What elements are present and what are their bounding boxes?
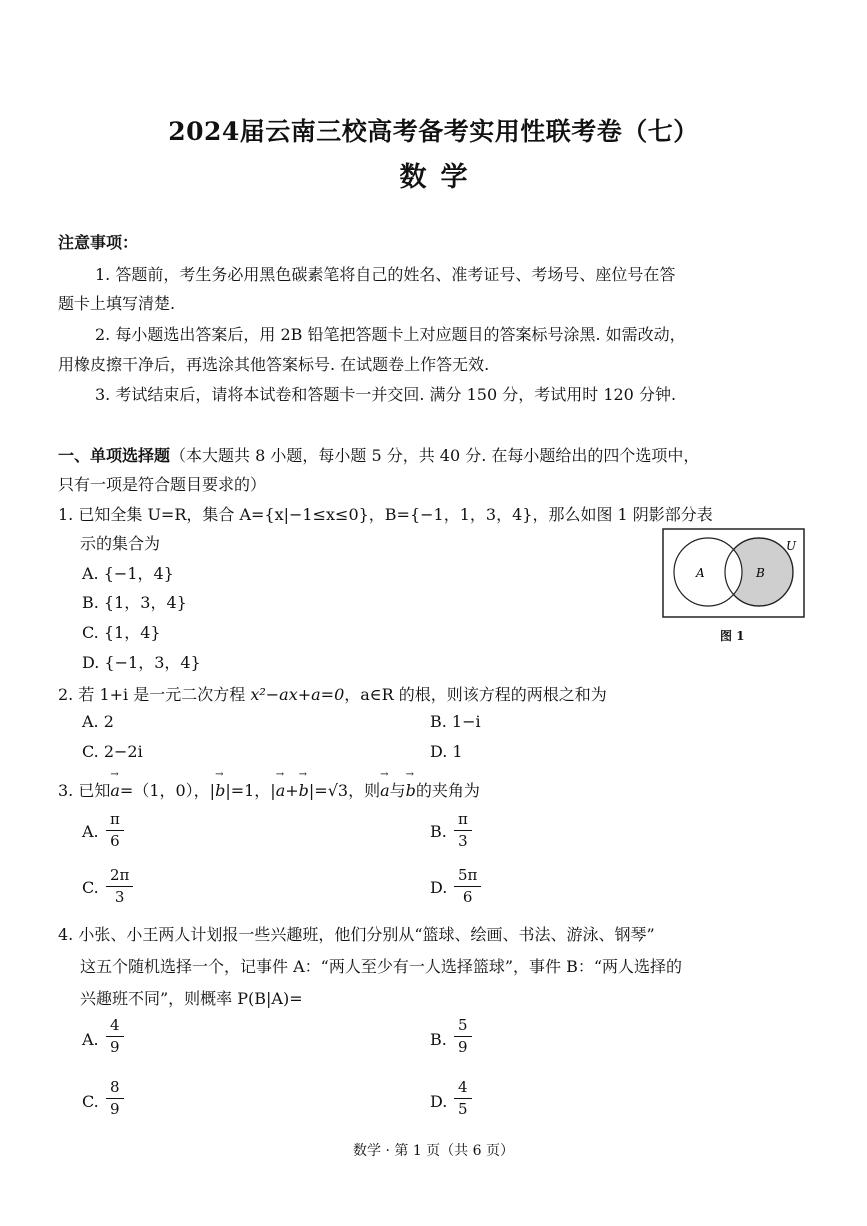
venn-label-u: U [786,539,797,553]
q1-option-d: D. {−1，3，4} [82,653,201,672]
vector-a: → a [110,781,120,800]
venn-label-a: A [696,566,705,580]
vector-a: → a [380,781,390,800]
q3-option-c-fraction [106,867,133,906]
q4-option-c-numerator: 8 [106,1079,124,1099]
q4-option-b-fraction [454,1017,472,1056]
vector-b: → b [299,781,309,800]
notice-item-3: 3. 考试结束后，请将本试卷和答题卡一并交回. 满分 150 分，考试用时 120 分钟. [95,385,677,404]
vector-b: → b [215,781,225,800]
set-a-circle [674,538,742,606]
subject-title: 数学 [399,162,482,193]
q3-stem-part-4: + [285,781,299,800]
section-1-desc-line-2: 只有一项是符合题目要求的） [58,475,267,494]
q1-stem-line-1: 1. 已知全集 U=R，集合 A={x|−1≤x≤0}，B={−1，1，3，4}，那么如图 1 阴影部分表 [58,505,713,524]
q2-option-d: D. 1 [430,742,463,761]
q3-option-c-numerator: 2π [106,867,133,887]
section-1-desc-line-1: （本大题共 8 小题，每小题 5 分，共 40 分. 在每小题给出的四个选项中， [170,446,700,465]
q4-option-b-label: B. [430,1030,447,1049]
q1-stem-line-2: 示的集合为 [80,534,161,553]
q3-option-a-numerator: π [106,811,124,831]
q3-option-b-label: B. [430,822,447,841]
q4-option-b-numerator: 5 [454,1017,472,1037]
q4-stem-line-2: 这五个随机选择一个，记事件 A：“两人至少有一人选择篮球”，事件 B：“两人选择的 [80,957,683,976]
q4-option-b-denominator: 9 [458,1038,468,1056]
q3-stem-part-3: |=1，| [225,781,276,800]
q3-stem-part-2: =（1，0），| [119,781,216,800]
q2-stem-pre: 2. 若 1+i 是一元二次方程 [58,685,251,704]
q3-option-a-label: A. [82,822,99,841]
q3-option-c-label: C. [82,878,99,897]
q2-equation: x²−ax+a=0 [250,685,345,704]
section-1-intro [58,443,699,466]
q2-option-a: A. 2 [82,712,114,731]
q3-option-b-numerator: π [454,811,472,831]
q4-stem-line-1: 4. 小张、小王两人计划报一些兴趣班，他们分别从“篮球、绘画、书法、游泳、钢琴” [58,925,655,944]
q3-option-b-fraction [454,811,472,850]
notice-item-1-line-2: 题卡上填写清楚. [58,294,176,313]
section-1-heading: 一、单项选择题 [58,446,171,465]
q2-stem-post: ，a∈R 的根，则该方程的两根之和为 [344,685,607,704]
q2-option-b: B. 1−i [430,712,481,731]
q3-option-b-denominator: 3 [458,832,468,850]
q4-option-d-denominator: 5 [458,1100,468,1118]
notice-item-2-line-1: 2. 每小题选出答案后，用 2B 铅笔把答题卡上对应题目的答案标号涂黑. 如需改动， [95,325,686,344]
q3-option-d-fraction [454,867,481,906]
q2-option-c: C. 2−2i [82,742,143,761]
q3-option-a-denominator: 6 [110,832,120,850]
q4-option-a-numerator: 4 [106,1017,124,1037]
q3-stem-part-5: |=√3，则 [308,781,381,800]
q1-option-c: C. {1，4} [82,623,161,642]
q4-option-c-denominator: 9 [110,1100,120,1118]
q4-option-a-label: A. [82,1030,99,1049]
q4-option-a-fraction [106,1017,124,1056]
exam-title: 2024届云南三校高考备考实用性联考卷（七） [168,117,699,146]
venn-diagram-figure [662,528,806,620]
q3-stem-part-7: 的夹角为 [415,781,480,800]
q3-stem-part-6: 与 [389,781,406,800]
page-footer: 数学 · 第 1 页（共 6 页） [353,1143,514,1159]
q3-stem [58,778,480,801]
vector-a: → a [276,781,286,800]
q4-option-c-label: C. [82,1092,99,1111]
notice-item-1-line-1: 1. 答题前，考生务必用黑色碳素笔将自己的姓名、准考证号、考场号、座位号在答 [95,265,676,284]
q1-option-b: B. {1，3，4} [82,593,187,612]
figure-1-caption: 图 1 [720,629,745,643]
vector-b: → b [406,781,416,800]
q3-option-d-label: D. [430,878,448,897]
q4-option-a-denominator: 9 [110,1038,120,1056]
notice-item-2-line-2: 用橡皮擦干净后，再选涂其他答案标号. 在试题卷上作答无效. [58,355,490,374]
q3-option-a-fraction [106,811,124,850]
q3-option-c-denominator: 3 [114,888,125,906]
q4-option-d-fraction [454,1079,472,1118]
q3-stem-part-1: 3. 已知 [58,781,111,800]
q3-option-d-numerator: 5π [454,867,481,887]
q4-option-d-numerator: 4 [454,1079,472,1099]
venn-label-b: B [756,566,765,580]
q4-option-d-label: D. [430,1092,448,1111]
notice-heading: 注意事项： [58,233,139,252]
q4-stem-line-3: 兴趣班不同”，则概率 P(B|A)= [80,989,303,1008]
q3-option-d-denominator: 6 [462,888,473,906]
q2-stem [58,682,607,705]
q1-option-a: A. {−1，4} [82,564,174,583]
q4-option-c-fraction [106,1079,124,1118]
